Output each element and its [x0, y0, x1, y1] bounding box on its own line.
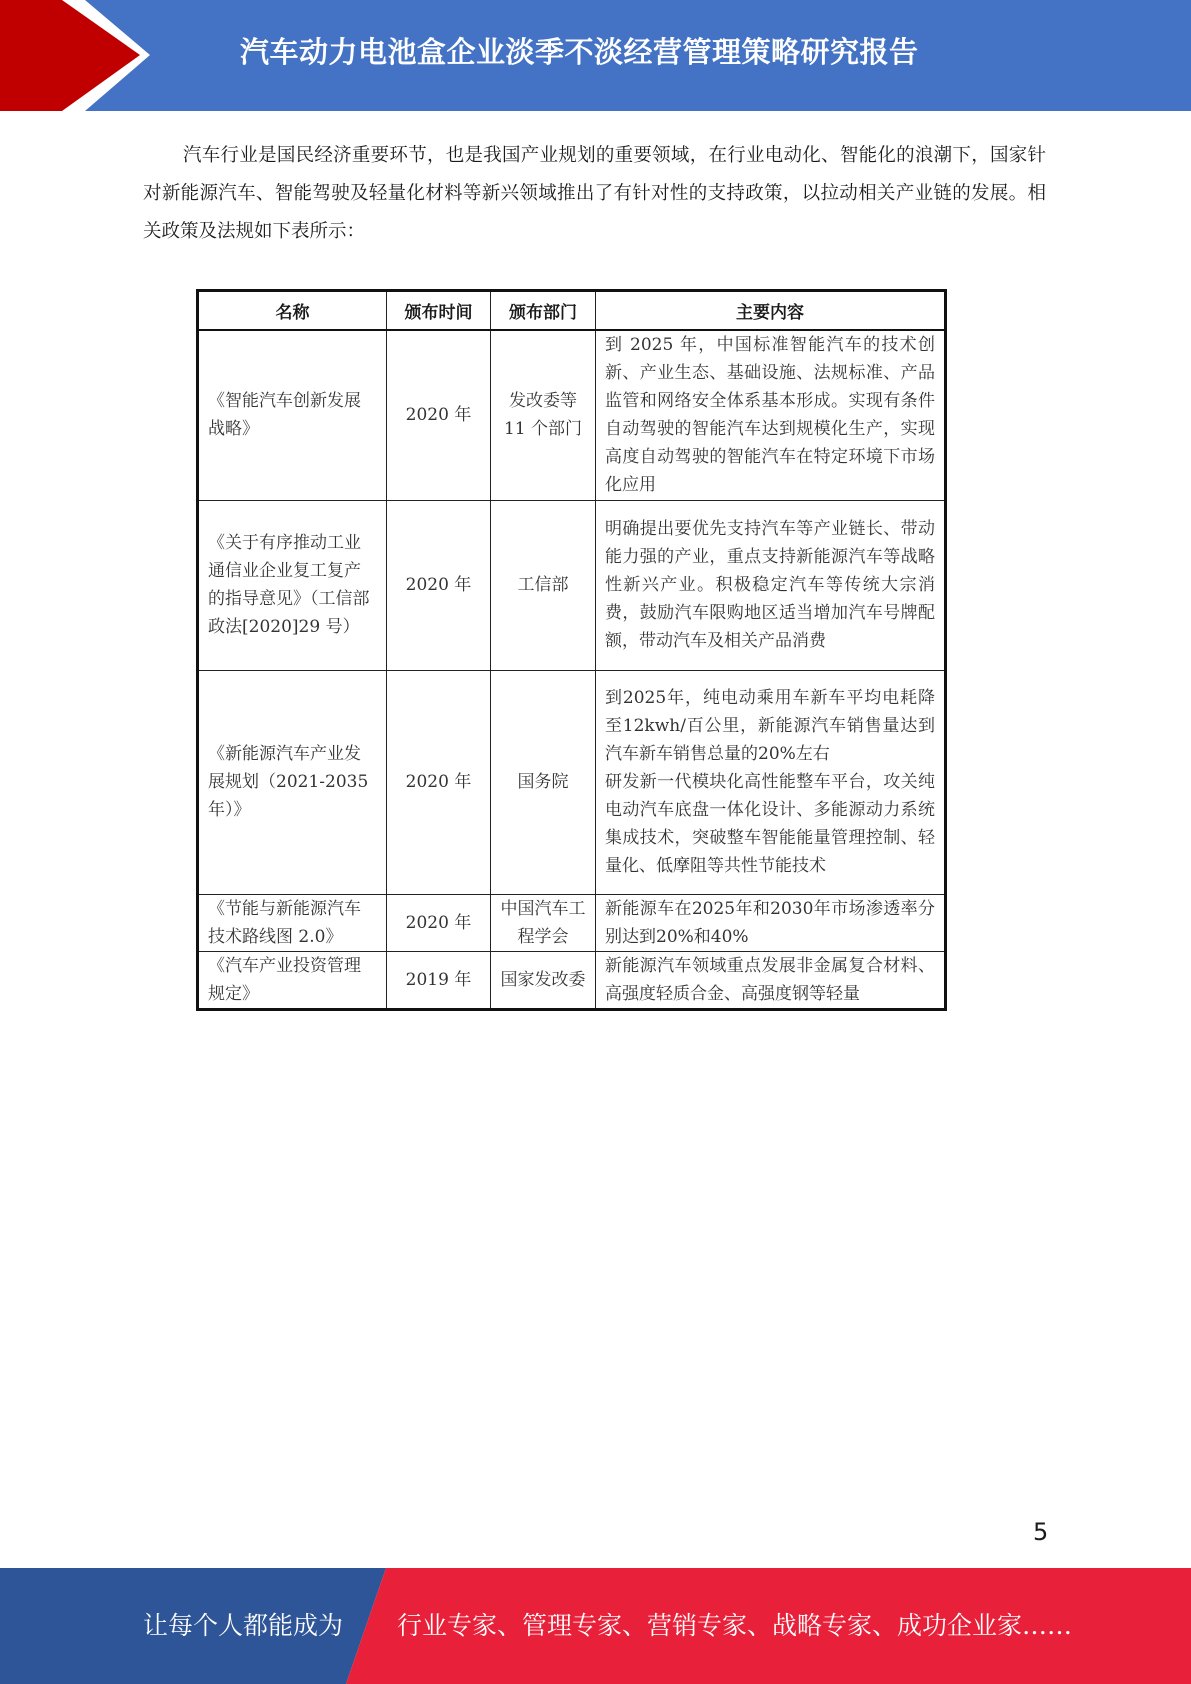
page-header — [0, 0, 1191, 111]
footer-slogan-right: 行业专家、管理专家、营销专家、战略专家、成功企业家…… — [397, 1611, 1073, 1640]
policy-date: 2019 年 — [387, 951, 491, 1009]
footer-slogan-left: 让每个人都能成为 — [143, 1611, 344, 1640]
policy-content — [596, 670, 946, 894]
header-arrow-decoration — [0, 0, 160, 111]
policy-content: 明确提出要优先支持汽车等产业链长、带动能力强的产业，重点支持新能源汽车等战略性新兴产业。积极稳定汽车等传统大宗消费，鼓励汽车限购地区适当增加汽车号牌配额，带动汽车及相关产品消费 — [596, 500, 946, 670]
policy-date: 2020 年 — [387, 894, 491, 951]
page-number: 5 — [1033, 1518, 1049, 1546]
policy-content: 新能源车在2025年和2030年市场渗透率分别达到20%和40% — [596, 894, 946, 951]
policy-content: 新能源汽车领域重点发展非金属复合材料、高强度轻质合金、高强度钢等轻量 — [596, 951, 946, 1009]
policy-name: 《节能与新能源汽车技术路线图 2.0》 — [198, 894, 387, 951]
policy-name: 《智能汽车创新发展战略》 — [198, 330, 387, 500]
policy-dept: 中国汽车工程学会 — [491, 894, 596, 951]
policy-name: 《新能源汽车产业发展规划（2021-2035 年）》 — [198, 670, 387, 894]
header-date: 颁布时间 — [387, 291, 491, 331]
policy-dept: 国家发改委 — [491, 951, 596, 1009]
policy-table — [196, 289, 947, 1011]
policy-date: 2020 年 — [387, 500, 491, 670]
policy-name: 《汽车产业投资管理规定》 — [198, 951, 387, 1009]
policy-date: 2020 年 — [387, 670, 491, 894]
report-title: 汽车动力电池盒企业淡季不淡经营管理策略研究报告 — [240, 35, 919, 69]
page-footer — [0, 1568, 1191, 1684]
header-name: 名称 — [198, 291, 387, 331]
policy-content-part: 到2025年，纯电动乘用车新车平均电耗降至12kwh/百公里，新能源汽车销售量达到汽车新车销售总量的20%左右 — [605, 688, 935, 764]
table-row — [198, 894, 946, 951]
header-dept: 颁布部门 — [491, 291, 596, 331]
table-row — [198, 670, 946, 894]
policy-dept: 工信部 — [491, 500, 596, 670]
table-header-row — [198, 291, 946, 331]
policy-content: 到 2025 年，中国标准智能汽车的技术创新、产业生态、基础设施、法规标准、产品监管和网络安全体系基本形成。实现有条件自动驾驶的智能汽车达到规模化生产，实现高度自动驾驶的智能汽车在特定环境下市场化应用 — [596, 330, 946, 500]
policy-content-part: 研发新一代模块化高性能整车平台，攻关纯电动汽车底盘一体化设计、多能源动力系统集成技术，突破整车智能能量管理控制、轻量化、低摩阻等共性节能技术 — [605, 772, 935, 876]
policy-dept: 国务院 — [491, 670, 596, 894]
policy-date: 2020 年 — [387, 330, 491, 500]
policy-name: 《关于有序推动工业通信业企业复工复产的指导意见》（工信部政法[2020]29 号） — [198, 500, 387, 670]
table-row — [198, 951, 946, 1009]
header-content: 主要内容 — [596, 291, 946, 331]
intro-paragraph: 汽车行业是国民经济重要环节，也是我国产业规划的重要领域，在行业电动化、智能化的浪潮下，国家针对新能源汽车、智能驾驶及轻量化材料等新兴领域推出了有针对性的支持政策，以拉动相关产业链的发展。相关政策及法规如下表所示： — [143, 145, 1046, 242]
table-row — [198, 330, 946, 500]
policy-dept: 发改委等 11 个部门 — [491, 330, 596, 500]
table-row — [198, 500, 946, 670]
